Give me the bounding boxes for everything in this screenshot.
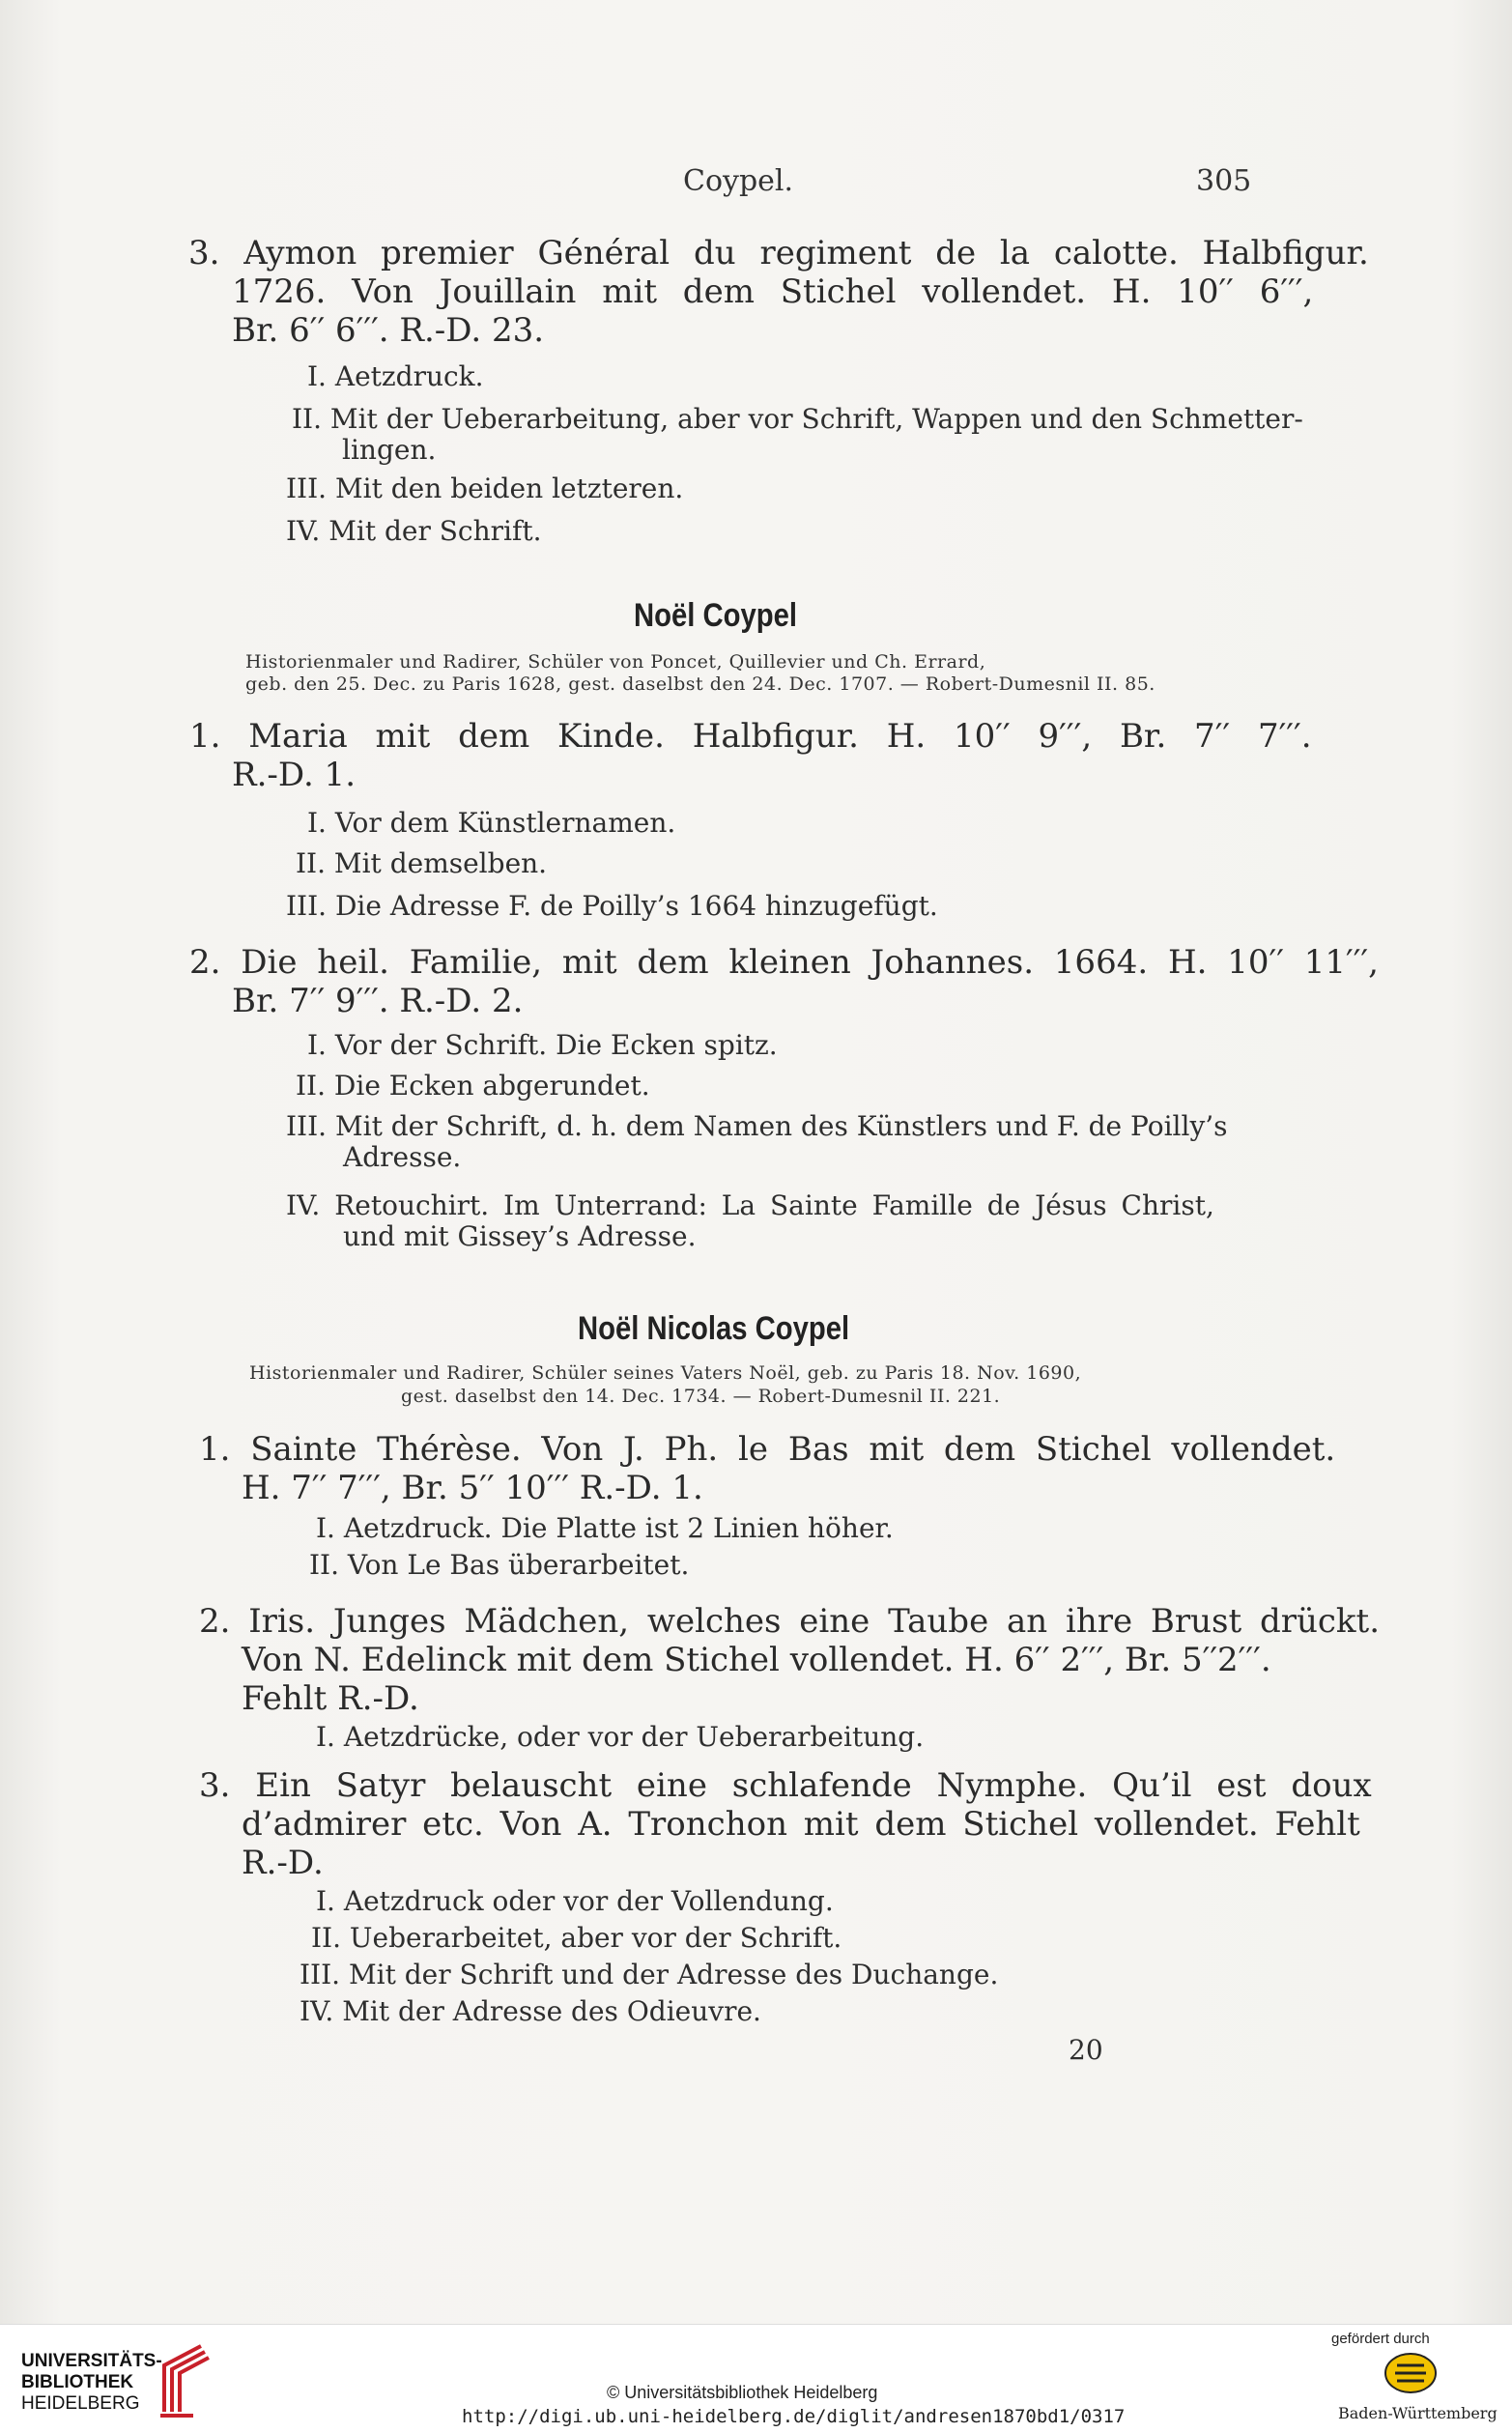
- state-line: I. Aetzdruck. Die Platte ist 2 Linien höher.: [316, 1512, 894, 1544]
- artist-bio: Historienmaler und Radirer, Schüler seines Vaters Noël, geb. zu Paris 18. Nov. 1690,: [249, 1362, 1082, 1384]
- digitization-footer: [0, 2324, 1512, 2433]
- state-line: III. Mit den beiden letzteren.: [286, 472, 684, 504]
- state-line: II. Die Ecken abgerundet.: [296, 1070, 650, 1102]
- entry-line: 1. Sainte Thérèse. Von J. Ph. le Bas mit dem Stichel vollendet.: [199, 1430, 1336, 1469]
- entry-line: Von N. Edelinck mit dem Stichel vollendet. H. 6′′ 2′′′, Br. 5′′2′′′.: [242, 1641, 1271, 1679]
- state-line: I. Aetzdrücke, oder vor der Ueberarbeitung.: [316, 1721, 925, 1753]
- state-line: IV. Mit der Adresse des Odieuvre.: [300, 1995, 761, 2027]
- state-line: und mit Gissey’s Adresse.: [343, 1220, 697, 1252]
- artist-bio: gest. daselbst den 14. Dec. 1734. — Robert-Dumesnil II. 221.: [401, 1386, 1001, 1407]
- entry-line: 2. Iris. Junges Mädchen, welches eine Taube an ihre Brust drückt.: [199, 1602, 1381, 1641]
- state-line: II. Mit demselben.: [296, 847, 548, 879]
- entry-line: Br. 6′′ 6′′′. R.-D. 23.: [232, 311, 545, 350]
- state-line: III. Mit der Schrift, d. h. dem Namen des Künstlers und F. de Poilly’s: [286, 1110, 1228, 1142]
- state-line: III. Die Adresse F. de Poilly’s 1664 hinzugefügt.: [286, 890, 938, 922]
- entry-line: 2. Die heil. Familie, mit dem kleinen Johannes. 1664. H. 10′′ 11′′′,: [189, 943, 1379, 982]
- artist-bio: geb. den 25. Dec. zu Paris 1628, gest. daselbst den 24. Dec. 1707. — Robert-Dumesnil II. 85.: [245, 673, 1155, 695]
- permalink[interactable]: http://digi.ub.uni-heidelberg.de/diglit/andresen1870bd1/0317: [462, 2406, 1126, 2427]
- entry-line: Fehlt R.-D.: [242, 1679, 419, 1718]
- running-head: Coypel.: [683, 164, 794, 198]
- state-line: Adresse.: [343, 1141, 462, 1173]
- funder-name: Baden-Württemberg: [1338, 2404, 1498, 2422]
- state-line: II. Ueberarbeitet, aber vor der Schrift.: [311, 1922, 842, 1954]
- page-number: 305: [1196, 164, 1252, 198]
- state-line: I. Vor der Schrift. Die Ecken spitz.: [307, 1029, 778, 1061]
- state-line: IV. Retouchirt. Im Unterrand: La Sainte Famille de Jésus Christ,: [286, 1189, 1214, 1221]
- artist-heading: Noël Nicolas Coypel: [578, 1310, 850, 1347]
- state-line: IV. Mit der Schrift.: [286, 515, 542, 547]
- entry-line: 3. Ein Satyr belauscht eine schlafende Nymphe. Qu’il est doux: [199, 1766, 1372, 1805]
- entry-line: Br. 7′′ 9′′′. R.-D. 2.: [232, 982, 524, 1020]
- state-line: I. Vor dem Künstlernamen.: [307, 807, 676, 839]
- library-name: UNIVERSITÄTS- BIBLIOTHEK HEIDELBERG: [21, 2351, 162, 2414]
- state-line: I. Aetzdruck.: [307, 360, 484, 392]
- entry-line: 1. Maria mit dem Kinde. Halbfigur. H. 10′′ 9′′′, Br. 7′′ 7′′′.: [189, 717, 1312, 756]
- copyright-notice: © Universitätsbibliothek Heidelberg: [607, 2383, 878, 2402]
- artist-bio: Historienmaler und Radirer, Schüler von Poncet, Quillevier und Ch. Errard,: [245, 651, 986, 673]
- state-coat-of-arms-icon: [1384, 2352, 1438, 2394]
- state-line: II. Von Le Bas überarbeitet.: [309, 1549, 690, 1581]
- state-line: lingen.: [342, 434, 437, 466]
- entry-line: R.-D. 1.: [232, 756, 356, 794]
- entry-line: 3. Aymon premier Général du regiment de la calotte. Halbfigur.: [188, 234, 1369, 272]
- signature-mark: 20: [1069, 2034, 1103, 2066]
- state-line: III. Mit der Schrift und der Adresse des Duchange.: [300, 1959, 999, 1990]
- library-logo-icon: [155, 2338, 213, 2419]
- funded-by-label: gefördert durch: [1331, 2331, 1430, 2347]
- entry-line: d’admirer etc. Von A. Tronchon mit dem Stichel vollendet. Fehlt: [242, 1805, 1360, 1844]
- entry-line: 1726. Von Jouillain mit dem Stichel vollendet. H. 10′′ 6′′′,: [232, 272, 1314, 311]
- entry-line: R.-D.: [242, 1844, 324, 1882]
- artist-heading: Noël Coypel: [634, 597, 797, 634]
- entry-line: H. 7′′ 7′′′, Br. 5′′ 10′′′ R.-D. 1.: [242, 1469, 703, 1507]
- state-line: II. Mit der Ueberarbeitung, aber vor Schrift, Wappen und den Schmetter-: [292, 403, 1303, 435]
- state-line: I. Aetzdruck oder vor der Vollendung.: [316, 1885, 834, 1917]
